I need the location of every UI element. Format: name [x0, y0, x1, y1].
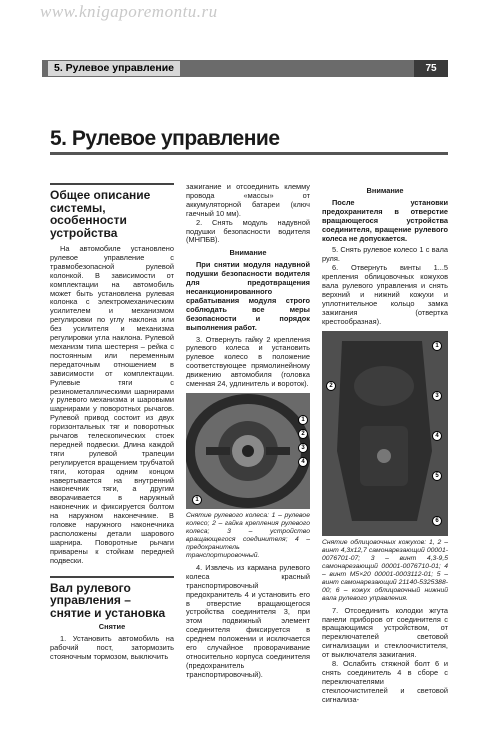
- paragraph: На автомобиле установлено рулевое управление с травмобезопасной рулевой колонкой. В зависимости от комплектации на автомобиль может быть установлена рулевая колонка с электромеханическим усилителем и механизмом регулировки по углу наклона или без усилителя и механизма регулировки угла наклона. Рулевой механизм типа шестерня – рейка с постоянным или переменным передаточным отношением в зависимости от комплектации. Рулевые тяги с резинометаллическими шарнирами у рулевого механизма и шаровыми шарнирами у поворотных рычагов. Рулевой привод состоит из двух горизонтальных тяг и поворотных рычагов телескопических стоек передней подвески. Длина каждой тяги рулевой трапеции регулируется вращением трубчатой тяги, которая одним концом навертывается на внутренний наконечник тяги, а другим вворачивается в наружный наконечник и фиксируется болтом на наружном наконечнике. В головке наружного наконечника расположены детали шарового шарнира. Поворотные рычаги приварены к стойкам передней подвески.: [50, 244, 174, 565]
- running-header-title: 5. Рулевое управление: [48, 61, 180, 76]
- paragraph: 8. Ослабить стяжной болт 6 и снять соединитель 4 в сборе с переключателями стеклоочистителей и световой сигнализа-: [322, 659, 448, 704]
- warning-text: При снятии модуля надувной подушки безопасности водителя для предотвращения несанкционированного срабатывания модуля строго соблюдать все меры безопасности и порядок выполнения работ.: [186, 260, 310, 332]
- callout: 4: [432, 431, 442, 441]
- callout: 2: [298, 429, 308, 439]
- callout: 1: [192, 495, 202, 505]
- column-2: [186, 183, 310, 680]
- column-covers-photo: [322, 331, 448, 536]
- paragraph: 6. Отвернуть винты 1...5 крепления облицовочных кожухов вала рулевого управления и снять верхний и нижний кожухи и уплотнительное кольцо замка зажигания (отвертка крестообразная).: [322, 263, 448, 326]
- callout: 5: [432, 471, 442, 481]
- callout: 1: [298, 415, 308, 425]
- callout: 1: [432, 341, 442, 351]
- column-3: [322, 183, 448, 705]
- figure-caption: Снятие рулевого колеса: 1 – рулевое колесо; 2 – гайка крепления рулевого колеса; 3 – устройство вращающегося соединителя; 4 – предохранитель транспортировочный.: [186, 511, 310, 559]
- callout: 3: [298, 443, 308, 453]
- paragraph: 4. Извлечь из кармана рулевого колеса красный транспортировочный предохранитель 4 и установить его в отверстие вращающегося устройства соединителя 3, при этом подвижный элемент соединителя фиксируется в среднем положении и исключается его случайное проворачивание относительно корпуса соединителя (предохранитель транспортировочный).: [186, 562, 310, 679]
- page-number: 75: [414, 60, 448, 77]
- paragraph: зажигание и отсоединить клемму провода «массы» от аккумуляторной батареи (ключ гаечный 10 мм).: [186, 182, 310, 218]
- paragraph: 1. Установить автомобиль на рабочий пост, затормозить стояночным тормозом, выключить: [50, 634, 174, 661]
- paragraph: 7. Отсоединить колодки жгута панели приборов от соединителя с вращающимся устройством, от переключателей световой сигнализации и стеклоочистителя, от выключателя зажигания.: [322, 605, 448, 660]
- callout: 6: [432, 516, 442, 526]
- watermark-url: www.knigaporemontu.ru: [40, 2, 218, 21]
- warning-title: Внимание: [229, 248, 267, 258]
- callout: 3: [432, 391, 442, 401]
- paragraph: 3. Отвернуть гайку 2 крепления рулевого колеса и установить рулевое колесо в положение соответствующее прямолинейному движению автомобиля (головка сменная 24, удлинитель и вороток).: [186, 334, 310, 389]
- subheading-removal: Снятие: [98, 622, 126, 632]
- figure-caption: Снятие облицовочных кожухов: 1, 2 – винт 4,3х12,7 самонарезающий 00001-0076701-07; 3 – винт 4,3-9,5 самонарезающий 00001-0076710-01; 4 – винт М5×20 00001-0003112-01; 5 – винт самонарезающий 21140-5325388-00; 6 – кожух облицовочный нижний вала рулевого управления.: [322, 538, 448, 602]
- warning-title: Внимание: [366, 186, 404, 195]
- column-covers-illustration: [322, 331, 448, 536]
- chapter-title: 5. Рулевое управление: [50, 127, 280, 150]
- chapter-rule: [50, 152, 448, 155]
- callout: 4: [298, 457, 308, 467]
- section-heading-shaft: Вал рулевого управления – снятие и установка: [50, 576, 174, 620]
- warning-text: После установки предохранителя в отверстие вращающегося устройства соединителя, вращение рулевого колеса не допускается.: [322, 197, 448, 243]
- paragraph: 2. Снять модуль надувной подушки безопасности водителя (МНПБВ).: [186, 217, 310, 245]
- section-heading-overview: Общее описание системы, особенности устройства: [50, 183, 174, 239]
- steering-wheel-illustration: [186, 393, 310, 509]
- paragraph: 5. Снять рулевое колесо 1 с вала руля.: [322, 245, 448, 264]
- callout: 2: [326, 381, 336, 391]
- column-1: [50, 183, 174, 662]
- steering-wheel-photo: [186, 393, 310, 509]
